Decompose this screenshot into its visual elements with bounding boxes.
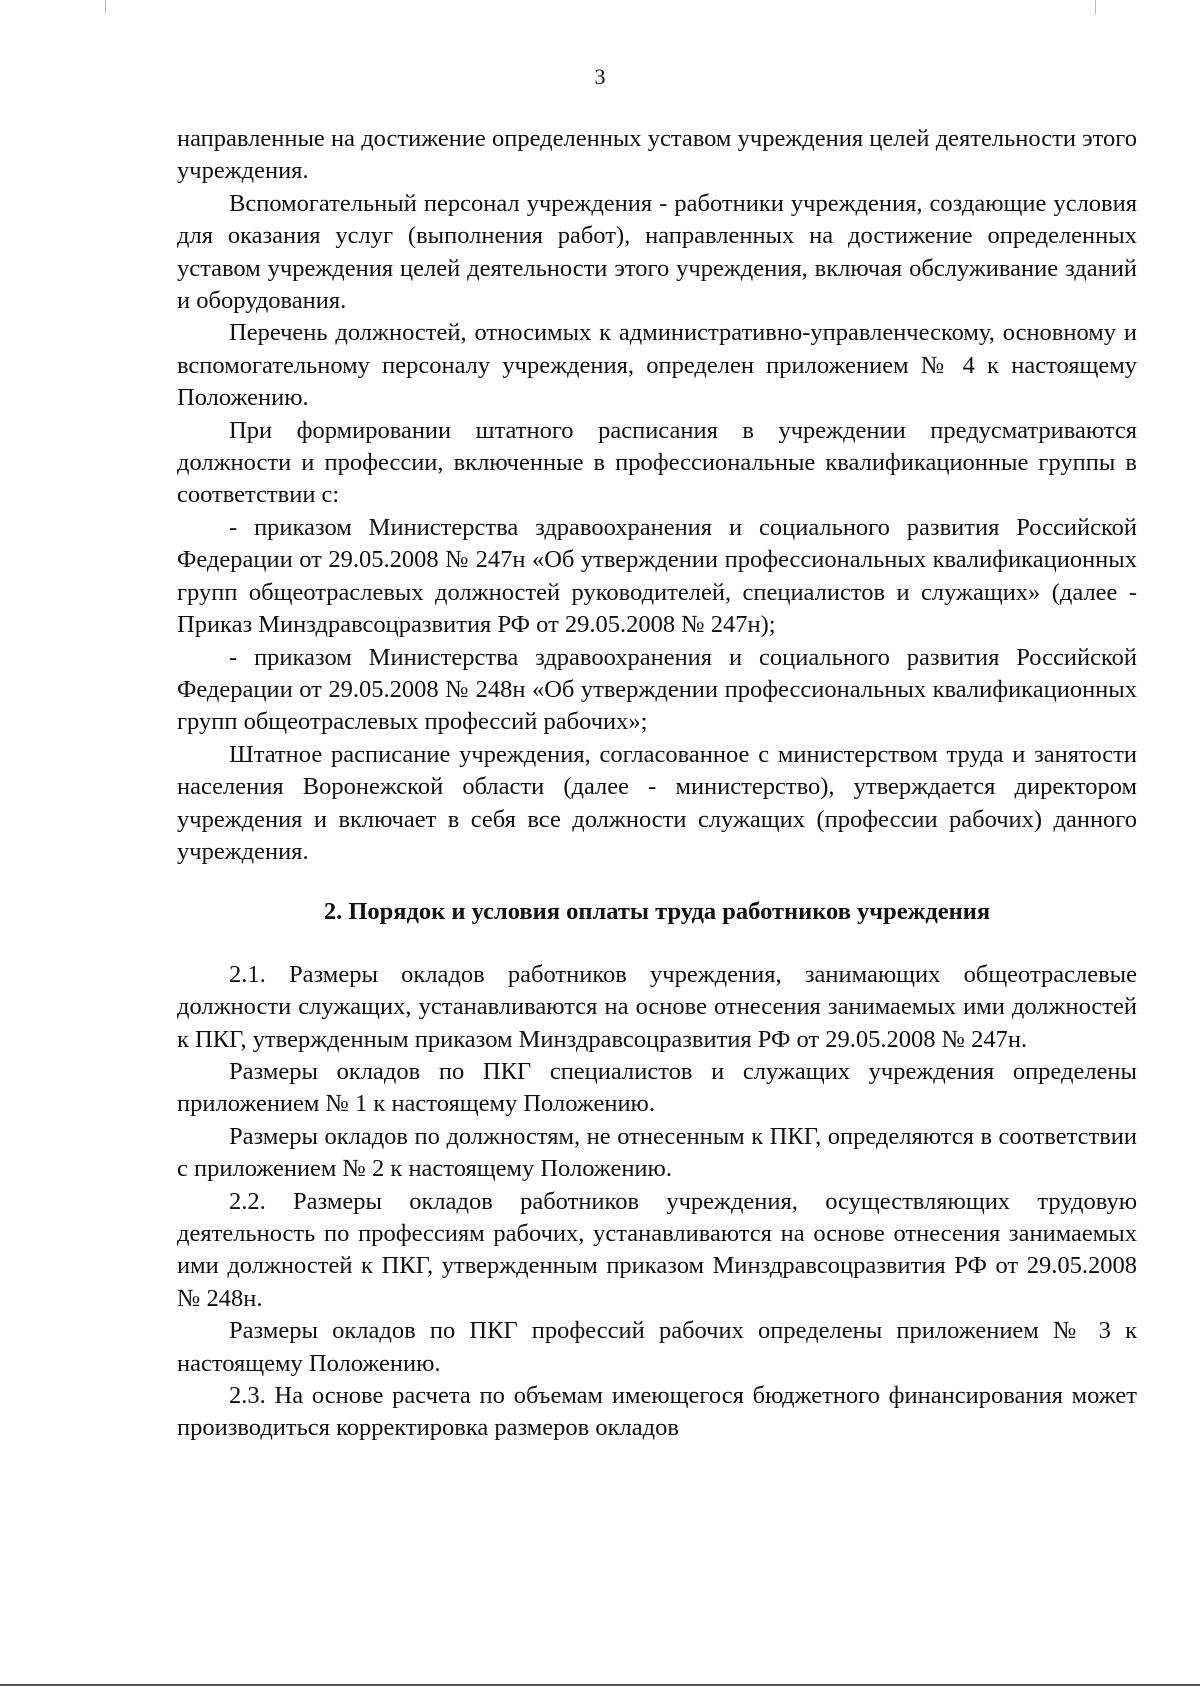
paragraph-annex-1: Размеры окладов по ПКГ специалистов и служащих учреждения определены приложением № 1 к настоящему Положению.: [177, 1057, 1137, 1118]
paragraph-annex-3: Размеры окладов по ПКГ профессий рабочих определены приложением № 3 к настоящему Положению.: [177, 1317, 1137, 1377]
paragraph-auxiliary-staff: Вспомогательный персонал учреждения - работники учреждения, создающие условия для оказания услуг (выполнения работ), направленных на достижение определенных уставом учреждения целей деятельности этого учреждения, включая обслуживание зданий и оборудования.: [177, 189, 1137, 315]
paragraph-2-2: 2.2. Размеры окладов работников учреждения, осуществляющих трудовую деятельность по профессиям рабочих, устанавливаются на основе отнесения занимаемых ими должностей к ПКГ, утвержденным приказом Минздравсоцразвития РФ от 29.05.2008 № 248н.: [177, 1187, 1137, 1312]
document-body: [177, 123, 1137, 1445]
scan-bottom-edge: [0, 1684, 1200, 1686]
paragraph-positions-list: Перечень должностей, относимых к административно-управленческому, основному и вспомогательному персоналу учреждения, определен приложением № 4 к настоящему Положению.: [177, 319, 1137, 412]
scan-mark-left: [105, 0, 106, 14]
paragraph-order-247n: - приказом Министерства здравоохранения и социального развития Российской Федерации от 29.05.2008 № 247н «Об утверждении профессиональных квалификационных групп общеотраслевых должностей руководителей, специалистов и служащих» (далее - Приказ Минздравсоцразвития РФ от 29.05.2008 № 247н);: [177, 513, 1137, 639]
paragraph-2-1: 2.1. Размеры окладов работников учреждения, занимающих общеотраслевые должности служащих, устанавливаются на основе отнесения занимаемых ими должностей к ПКГ, утвержденным приказом Минздравсоцразвития РФ от 29.05.2008 № 247н.: [177, 960, 1137, 1053]
page-number: 3: [594, 64, 606, 89]
paragraph-staffing: При формировании штатного расписания в учреждении предусматриваются должности и профессии, включенные в профессиональные квалификационные группы в соответствии с:: [177, 416, 1137, 509]
paragraph-annex-2: Размеры окладов по должностям, не отнесенным к ПКГ, определяются в соответствии с приложением № 2 к настоящему Положению.: [177, 1122, 1137, 1183]
section-heading: 2. Порядок и условия оплаты труда работников учреждения: [323, 898, 991, 926]
paragraph-order-248n: - приказом Министерства здравоохранения и социального развития Российской Федерации от 29.05.2008 № 248н «Об утверждении профессиональных квалификационных групп общеотраслевых профессий рабочих»;: [177, 643, 1137, 736]
paragraph-2-3: 2.3. На основе расчета по объемам имеющегося бюджетного финансирования может производиться корректировка размеров окладов: [177, 1382, 1137, 1442]
scan-mark-right: [1095, 0, 1096, 14]
paragraph-staff-schedule: Штатное расписание учреждения, согласованное с министерством труда и занятости населения Воронежской области (далее - министерство), утверждается директором учреждения и включает в себя все должности служащих (профессии рабочих) данного учреждения.: [177, 740, 1137, 865]
paragraph-continuation: направленные на достижение определенных уставом учреждения целей деятельности этого учреждения.: [177, 125, 1137, 185]
